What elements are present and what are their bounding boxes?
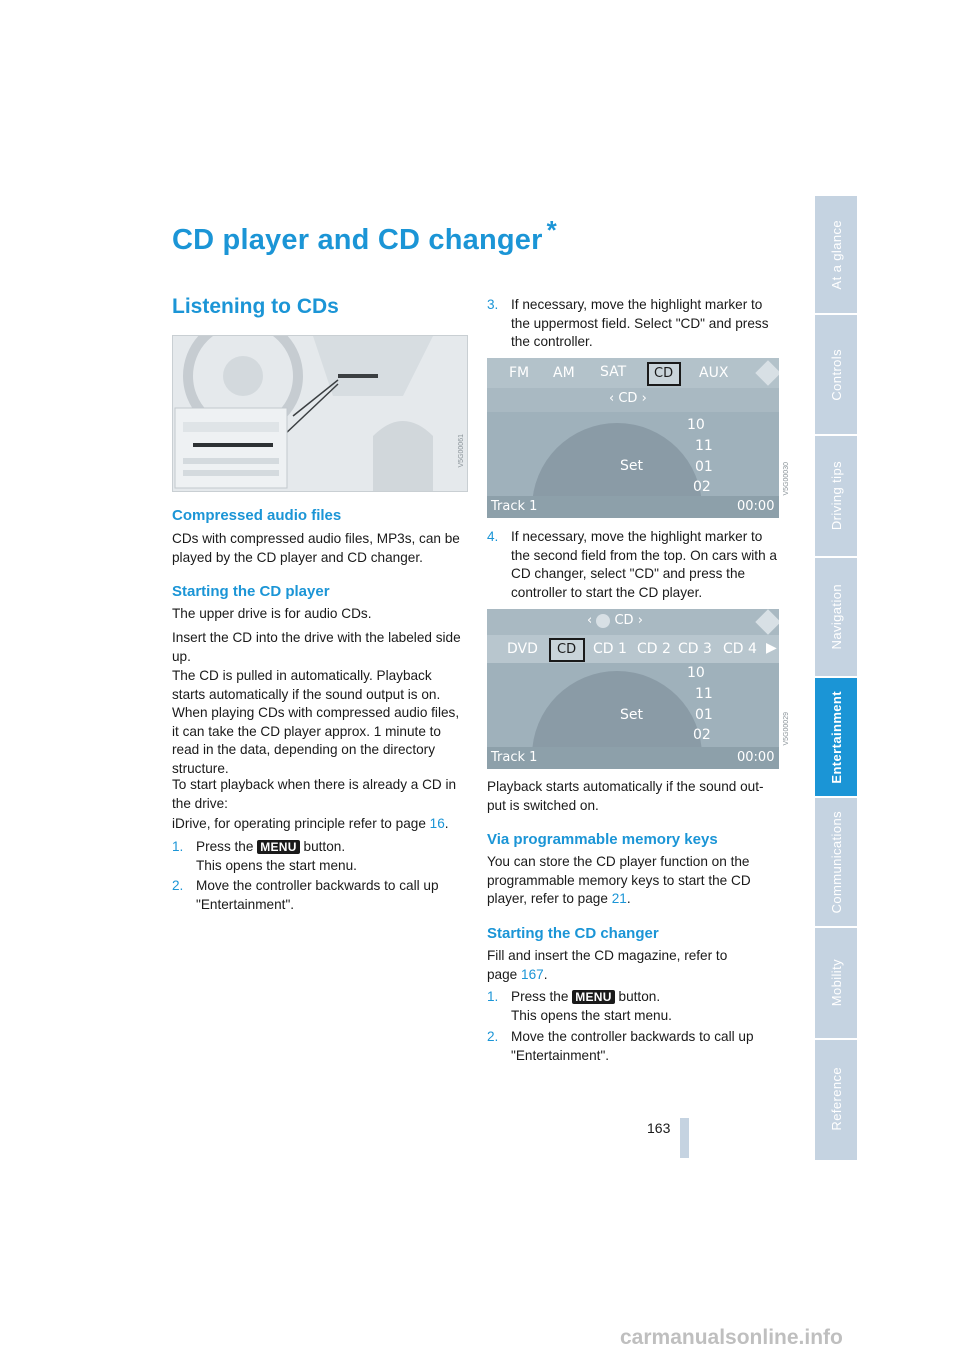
tab-fm[interactable]: FM — [509, 365, 530, 381]
image-code: V5G00030 — [783, 462, 790, 496]
player-para-5: To start playback when there is already a CD in the drive: — [172, 777, 457, 811]
idrive-screen-cd — [487, 358, 779, 518]
memory-text: You can store the CD player function on the programmable memory keys to start the CD player, refer to page 21. — [487, 854, 751, 906]
chapter-sidebar — [815, 196, 857, 1160]
set-label: Set — [620, 458, 643, 474]
player-para-6: iDrive, for operating principle refer to page 16. — [172, 816, 449, 831]
left-step-1: 1. Press the MENU button. This opens the start menu. — [172, 839, 357, 873]
page-link-16[interactable]: 16 — [429, 816, 445, 831]
sidebar-tab-controls[interactable]: Controls — [815, 315, 857, 436]
watermark: carmanualsonline.info — [620, 1326, 843, 1349]
heading-cd-changer: Starting the CD changer — [487, 925, 659, 942]
sidebar-tab-reference[interactable]: Reference — [828, 1067, 844, 1131]
sidebar-tab-communications[interactable]: Communications — [815, 798, 857, 928]
tab-cd-selected[interactable]: CD — [549, 638, 585, 662]
player-para-1: The upper drive is for audio CDs. — [172, 606, 372, 621]
menu-button-icon: MENU — [572, 990, 615, 1004]
tab-cd3[interactable]: CD 3 — [678, 641, 712, 657]
page-link-21[interactable]: 21 — [611, 891, 627, 906]
track-number[interactable]: 02 — [693, 727, 711, 743]
right-step-2: 2. Move the controller backwards to call up "Entertainment". — [487, 1029, 754, 1063]
heading-compressed: Compressed audio files — [172, 507, 342, 524]
sidebar-tab-navigation[interactable]: Navigation — [815, 558, 857, 678]
section-title-listening: Listening to CDs — [172, 295, 339, 318]
right-step-3: 3. If necessary, move the highlight marker to the uppermost field. Select "CD" and press the controller. — [487, 297, 769, 349]
sidebar-tab-mobility[interactable]: Mobility — [815, 928, 857, 1040]
compressed-text: CDs with compressed audio files, MP3s, can be played by the CD player and CD changer. — [172, 531, 460, 565]
changer-text: Fill and insert the CD magazine, refer to page 167. — [487, 948, 728, 982]
page-link-167[interactable]: 167 — [521, 966, 544, 982]
tab-dvd[interactable]: DVD — [507, 641, 538, 657]
track-number[interactable]: 02 — [693, 479, 711, 495]
right-step-4: 4. If necessary, move the highlight marker to the second field from the top. On cars with a CD changer, select "CD" and press the controller to start the CD player. — [487, 529, 777, 600]
tab-cd4[interactable]: CD 4 — [723, 641, 757, 657]
player-para-2: Insert the CD into the drive with the labeled side up. — [172, 630, 461, 664]
tab-cd1[interactable]: CD 1 — [593, 641, 627, 657]
track-number[interactable]: 10 — [687, 665, 705, 681]
tab-aux[interactable]: AUX — [699, 365, 729, 381]
tab-am[interactable]: AM — [553, 365, 575, 381]
menu-button-icon: MENU — [257, 840, 300, 854]
track-number[interactable]: 01 — [695, 707, 713, 723]
scroll-right-icon[interactable]: ▶ — [766, 640, 777, 656]
heading-starting-player: Starting the CD player — [172, 583, 330, 600]
cd-top-header: ‹ CD › — [587, 613, 643, 628]
tab-cd2[interactable]: CD 2 — [637, 641, 671, 657]
track-number[interactable]: 10 — [687, 417, 705, 433]
page-number-marker — [680, 1118, 689, 1158]
autoplay-text: Playback starts automatically if the sound out-put is switched on. — [487, 779, 764, 813]
time-display: 00:00 — [737, 750, 775, 765]
player-para-3: The CD is pulled in automatically. Playback starts automatically if the sound output is on. — [172, 668, 441, 702]
image-code: V5G00029 — [783, 712, 790, 746]
left-step-2: 2. Move the controller backwards to call up "Entertainment". — [172, 878, 439, 912]
set-label: Set — [620, 707, 643, 723]
track-number[interactable]: 11 — [695, 686, 713, 702]
right-step-1: 1. Press the MENU button. This opens the start menu. — [487, 989, 672, 1023]
sidebar-tab-driving-tips[interactable]: Driving tips — [815, 436, 857, 558]
sidebar-tab-entertainment[interactable]: Entertainment — [815, 678, 857, 798]
page-title: CD player and CD changer * — [172, 215, 557, 256]
track-label: Track 1 — [491, 750, 538, 765]
player-para-4: When playing CDs with compressed audio files, it can take the CD player approx. 1 minute to read in the data, depending on the directory structure. — [172, 705, 460, 776]
time-display: 00:00 — [737, 499, 775, 514]
track-number[interactable]: 11 — [695, 438, 713, 454]
dashboard-illustration — [172, 335, 468, 492]
cd-subheader: ‹ CD › — [609, 391, 647, 406]
tab-cd-selected[interactable]: CD — [647, 362, 681, 386]
sidebar-tab-at-a-glance[interactable]: At a glance — [815, 196, 857, 315]
heading-memory-keys: Via programmable memory keys — [487, 831, 718, 848]
image-code: V5G00061 — [458, 434, 465, 468]
track-number[interactable]: 01 — [695, 459, 713, 475]
track-label: Track 1 — [491, 499, 538, 514]
idrive-screen-changer — [487, 609, 779, 769]
page-number: 163 — [647, 1120, 671, 1136]
tab-sat[interactable]: SAT — [600, 364, 627, 380]
